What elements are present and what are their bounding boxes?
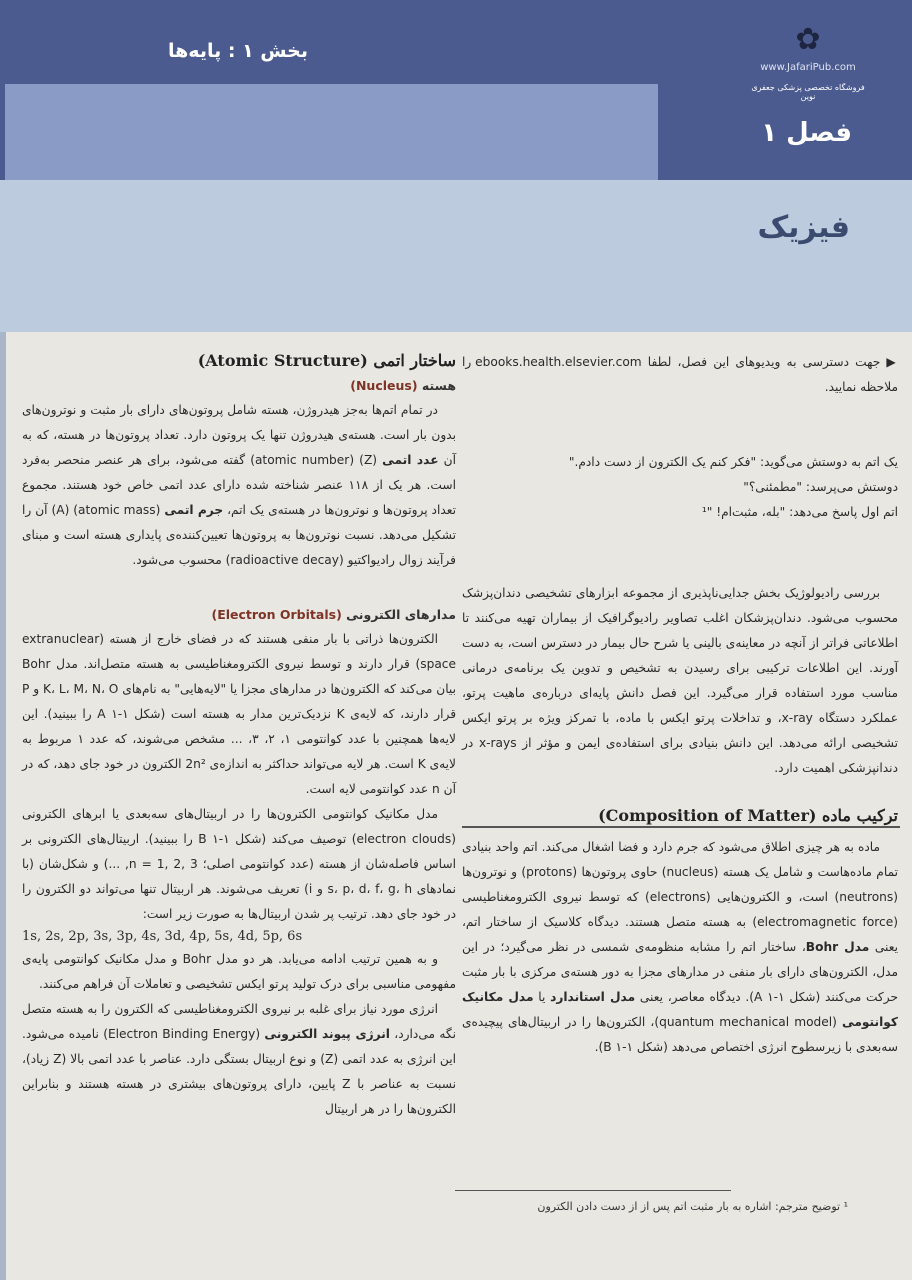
quote-line: یک اتم به دوستش می‌گوید: "فکر کنم یک الکترون از دست دادم." bbox=[568, 455, 898, 469]
footnote: ¹ توضیح مترجم: اشاره به بار مثبت اتم پس از از دست دادن الکترون bbox=[537, 1200, 848, 1213]
atomic-structure-heading: ساختار اتمی (Atomic Structure) bbox=[197, 351, 456, 370]
text-run: بررسی رادیولوژیک بخش جدایی‌ناپذیری از مجموعه ابزارهای تشخیصی دندان‌پزشک محسوب می‌شود. دندان‌پزشکان اغلب تصاویر رادیوگرافیک از بیماران تهیه می‌کنند تا اطلاعاتی فراتر از آنچه در معاینه‌ی بالینی یا شرح حال بیمار در دسترس است، به دست آورند. این اطلاعات ترکیبی برای رسیدن به تشخیص و تدوین یک برنامه‌ی درمانی مناسب مورد استفاده قرار می‌گیرد. این فصل دانش پایه‌ای درباره‌ی ماهیت پرتو، عملکرد دستگاه x-ray، و تداخلات پرتو ایکس با ماده، با تمرکز ویژه بر پرتو ایکس تشخیصی ارائه می‌دهد. این دانش بنیادی برای استفاده‌ی ایمن و مؤثر از x-rays در دندانپزشکی اهمیت دارد. bbox=[462, 586, 898, 775]
bold-term: جرم اتمی bbox=[164, 503, 224, 517]
logo-url: www.JafariPub.com bbox=[760, 62, 856, 73]
text-run: انرژی مورد نیاز برای غلبه بر نیروی الکترومغناطیسی که الکترون را به هسته متصل نگه می‌دارد، bbox=[22, 1002, 456, 1041]
text-run: الکترون‌ها ذراتی با بار منفی هستند که در فضای خارج از هسته (extranuclear space) قرار دارند و توسط نیروی الکترومغناطیسی به هسته متصل‌اند. مدل Bohr بیان می‌کند که الکترون‌ها در مدارهای مجزا یا "لایه‌هایی" به نام‌های K، L، M، N، O و P قرار دارند، که لایه‌ی K نزدیک‌ترین مدار به هسته است (شکل ۱-۱ A را ببینید). این لایه‌ها همچنین با عدد کوانتومی ۱، ۲، ۳، ... مشخص می‌شوند، که عدد ۱ مربوط به لایه‌ی K است. هر لایه می‌تواند حداکثر به اندازه‌ی 2n² الکترون در خود جای دهد، که در آن n عدد کوانتومی لایه است. bbox=[22, 632, 457, 796]
text-run: در تمام اتم‌ها به‌جز هیدروژن، هسته شامل پروتون‌های دارای بار مثبت و نوترون‌های بدون بار است. هسته‌ی هیدروژن تنها یک پروتون دارد. تعداد پروتون‌ها در هسته، که به آن bbox=[22, 403, 456, 467]
text-run: (Electron Binding Energy) نامیده می‌شود. این انرژی به عدد اتمی (Z) و نوع اربیتال بستگی دارد. عناصر با عدد اتمی بالا (Z زیاد)، نسبت به عناصر با Z پایین، دارای پروتون‌های بیشتری در هسته هستند و بنابراین الکترون‌ها را در هر اربیتال bbox=[22, 1027, 456, 1116]
bold-term: مدل استاندارد bbox=[550, 990, 636, 1004]
quote-line: دوستش می‌پرسد: "مطمئنی؟" bbox=[743, 480, 898, 494]
bold-term: عدد اتمی bbox=[382, 453, 439, 467]
chapter-label: فصل ۱ bbox=[761, 118, 852, 148]
orbital-sequence: 1s, 2s, 2p, 3s, 3p, 4s, 3d, 4p, 5s, 4d, 5p, 6s bbox=[22, 929, 303, 944]
opening-quote bbox=[462, 450, 898, 525]
publisher-logo bbox=[748, 18, 868, 101]
header-panel bbox=[5, 84, 658, 182]
orbitals-heading: مدارهای الکترونی (Electron Orbitals) bbox=[211, 607, 456, 622]
bold-term: انرژی پیوند الکترونی bbox=[264, 1027, 390, 1041]
bold-term: مدل مکانیک کوانتومی bbox=[462, 990, 898, 1029]
logo-mark: ✿ bbox=[795, 22, 821, 57]
left-column bbox=[22, 348, 456, 1122]
text-run: یا bbox=[533, 990, 551, 1004]
logo-tagline: فروشگاه تخصصی پزشکی جعفری نوین bbox=[751, 83, 865, 101]
composition-heading: ترکیب ماده (Composition of Matter) bbox=[598, 806, 898, 825]
text-run: ، ساختار اتم را مشابه منظومه‌ی شمسی در نظر می‌گیرد؛ در این مدل، الکترون‌های دارای بار منفی در مدارهای مجزا به دور هسته‌ی مرکزی با بار مثبت حرکت می‌کنند (شکل ۱-۱ A). دیدگاه معاصر، یعنی bbox=[462, 940, 898, 1004]
binding-energy-paragraph bbox=[22, 997, 456, 1122]
video-icon: ▶ bbox=[880, 355, 898, 369]
text-run: (atomic mass) (A) آن را تشکیل می‌دهد. نسبت نوترون‌ها به پروتون‌ها تعیین‌کننده‌ی پایداری هسته است و مبنای فرآیند زوال رادیواکتیو (radioactive decay) محسوب می‌شود. bbox=[22, 503, 456, 567]
chapter-title: فیزیک bbox=[757, 210, 850, 245]
composition-paragraph bbox=[462, 835, 898, 1060]
orbitals-paragraph bbox=[22, 627, 456, 802]
nucleus-heading: هسته (Nucleus) bbox=[350, 378, 456, 393]
text-run: مدل مکانیک کوانتومی الکترون‌ها را در اربیتال‌های سه‌بعدی یا ابرهای الکترونی (electron clouds) توصیف می‌کند (شکل ۱-۱ B را ببینید). اربیتال‌های الکترونی بر اساس فاصله‌شان از هسته (عدد کوانتومی اصلی؛ n = 1, 2, 3, ...) و شکل‌شان (با نمادهای s، p، d، f، g، h و i) تعریف می‌شوند. هر اربیتال تنها می‌تواند دو الکترون را در خود جای دهد. ترتیب پر شدن اربیتال‌ها به صورت زیر است: bbox=[22, 807, 456, 921]
text-run: (quantum mechanical model)، الکترون‌ها را در اربیتال‌های پیچیده‌ی سه‌بعدی با زیرسطوح انرژی اختصاص می‌دهد (شکل ۱-۱ B). bbox=[462, 1015, 898, 1054]
bold-term: مدل Bohr bbox=[805, 940, 870, 954]
intro-paragraph bbox=[462, 581, 898, 781]
text-run: و به همین ترتیب ادامه می‌یابد. هر دو مدل Bohr و مدل مکانیک کوانتومی پایه‌ی مفهومی مناسبی برای درک تولید پرتو ایکس تشخیصی و تعاملات آن فراهم می‌کنند. bbox=[22, 952, 456, 991]
title-band bbox=[0, 180, 912, 332]
section-label: بخش ۱ : پایه‌ها bbox=[168, 40, 308, 62]
text-run: (Z) (atomic number) گفته می‌شود، برای هر عنصر منحصر به‌فرد است. هر یک از ۱۱۸ عنصر شناخته شده دارای عدد اتمی خاص خود هستند. مجموع تعداد پروتون‌ها و نوترون‌ها در هسته‌ی یک اتم، bbox=[22, 453, 456, 517]
video-note: ▶ جهت دسترسی به ویدیوهای این فصل، لطفا ebooks.health.elsevier.com را ملاحظه نمایید. bbox=[462, 355, 898, 394]
text-run: ماده به هر چیزی اطلاق می‌شود که جرم دارد و فضا اشغال می‌کند. اتم واحد بنیادی تمام ماده‌هاست و شامل یک هسته (nucleus) حاوی پروتون‌ها (protons) و نوترون‌ها (neutrons) است، و الکترون‌هایی (electrons) که توسط نیروی الکترومغناطیسی (electromagnetic force) به هسته متصل هستند. دیدگاه کلاسیک از ساختار اتم، یعنی bbox=[462, 840, 899, 954]
nucleus-paragraph bbox=[22, 398, 456, 573]
right-column bbox=[462, 350, 898, 1060]
quote-line: اتم اول پاسخ می‌دهد: "بله، مثبت‌ام! "¹ bbox=[701, 505, 898, 519]
heading-underline bbox=[462, 826, 900, 828]
orbitals-paragraph bbox=[22, 802, 456, 927]
footnote-divider bbox=[455, 1190, 731, 1191]
orbitals-paragraph bbox=[22, 947, 456, 997]
